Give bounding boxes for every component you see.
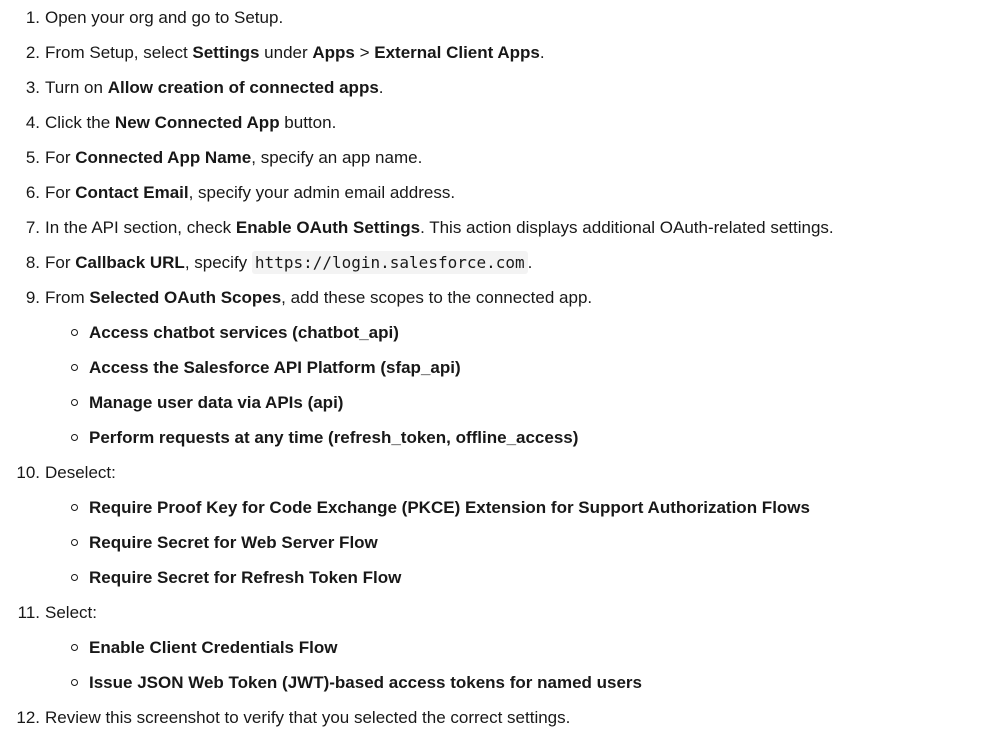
step-number: 10. <box>16 463 40 482</box>
step-item <box>0 105 990 140</box>
step-text-run: Select: <box>45 603 97 622</box>
step-text-run: Turn on <box>45 78 108 97</box>
step-text <box>45 251 532 274</box>
step-number: 3. <box>25 78 40 97</box>
circle-bullet-icon <box>71 364 78 371</box>
sub-item-text: Issue JSON Web Token (JWT)-based access tokens for named users <box>89 673 642 692</box>
circle-bullet-icon <box>71 539 78 546</box>
sub-list-item <box>0 630 990 665</box>
step-text <box>45 708 570 727</box>
step-item <box>0 175 990 210</box>
sub-list-item <box>0 525 990 560</box>
step-text <box>45 43 545 62</box>
step-item <box>0 245 990 280</box>
step-number: 1. <box>25 8 40 27</box>
step-number: 8. <box>25 253 40 272</box>
step-text-run: For <box>45 183 76 202</box>
step-text <box>45 463 116 482</box>
circle-bullet-icon <box>71 574 78 581</box>
sub-list-item <box>0 350 990 385</box>
step-text <box>45 183 455 202</box>
circle-bullet-icon <box>71 434 78 441</box>
step-text-run: For <box>45 253 76 272</box>
step-text-run: . <box>539 43 545 62</box>
sub-list <box>45 490 990 595</box>
step-text <box>45 218 834 237</box>
step-item <box>0 280 990 455</box>
sub-item-text: Enable Client Credentials Flow <box>89 638 338 657</box>
step-text-run: Click the <box>45 113 115 132</box>
step-text <box>45 113 336 132</box>
step-item <box>0 35 990 70</box>
step-text <box>45 603 97 622</box>
step-number: 12. <box>16 708 40 727</box>
step-text-run: Review this screenshot to verify that you selected the correct settings. <box>45 708 571 727</box>
step-text-run: From <box>45 288 90 307</box>
step-text <box>45 148 422 167</box>
emphasized-term: Connected App Name <box>75 148 252 167</box>
code-snippet: https://login.salesforce.com <box>252 251 528 274</box>
step-item <box>0 700 990 735</box>
sub-item-text: Access the Salesforce API Platform (sfap_api) <box>89 358 461 377</box>
step-text-run: In the API section, check <box>45 218 236 237</box>
sub-item-text: Require Proof Key for Code Exchange (PKCE) Extension for Support Authorization Flows <box>89 498 810 517</box>
sub-item-text: Manage user data via APIs (api) <box>89 393 344 412</box>
step-text-run: , add these scopes to the connected app. <box>281 288 593 307</box>
step-text <box>45 288 592 307</box>
step-text-run: . <box>527 253 533 272</box>
step-text-run: . This action displays additional OAuth-related settings. <box>420 218 834 237</box>
emphasized-term: Contact Email <box>75 183 189 202</box>
sub-list-item <box>0 560 990 595</box>
sub-list-item <box>0 385 990 420</box>
step-text-run: From Setup, select <box>45 43 193 62</box>
sub-list-item <box>0 420 990 455</box>
step-item <box>0 210 990 245</box>
circle-bullet-icon <box>71 329 78 336</box>
step-item <box>0 70 990 105</box>
circle-bullet-icon <box>71 679 78 686</box>
sub-list-item <box>0 665 990 700</box>
step-number: 2. <box>25 43 40 62</box>
step-text-run: button. <box>279 113 337 132</box>
step-text-run: For <box>45 148 76 167</box>
circle-bullet-icon <box>71 644 78 651</box>
sub-item-text: Require Secret for Web Server Flow <box>89 533 378 552</box>
emphasized-term: External Client Apps <box>374 43 540 62</box>
emphasized-term: Allow creation of connected apps <box>107 78 379 97</box>
step-text-run: Deselect: <box>45 463 116 482</box>
step-number: 6. <box>25 183 40 202</box>
emphasized-term: Apps <box>312 43 355 62</box>
sub-item-text: Perform requests at any time (refresh_token, offline_access) <box>89 428 579 447</box>
step-number: 5. <box>25 148 40 167</box>
emphasized-term: Settings <box>192 43 260 62</box>
step-item <box>0 140 990 175</box>
step-number: 7. <box>25 218 40 237</box>
step-item <box>0 595 990 700</box>
step-number: 9. <box>25 288 40 307</box>
sub-list <box>45 630 990 700</box>
step-text-run: , specify <box>184 253 252 272</box>
step-number: 4. <box>25 113 40 132</box>
step-text-run: , specify an app name. <box>251 148 423 167</box>
emphasized-term: Enable OAuth Settings <box>235 218 421 237</box>
circle-bullet-icon <box>71 399 78 406</box>
sub-item-text: Require Secret for Refresh Token Flow <box>89 568 402 587</box>
circle-bullet-icon <box>71 504 78 511</box>
step-text <box>45 78 384 97</box>
step-text-run: . <box>378 78 384 97</box>
step-text <box>45 8 283 27</box>
step-text-run: , specify your admin email address. <box>188 183 456 202</box>
emphasized-term: Callback URL <box>75 253 185 272</box>
step-text-run: under <box>259 43 313 62</box>
step-item <box>0 0 990 35</box>
sub-list <box>45 315 990 455</box>
emphasized-term: Selected OAuth Scopes <box>89 288 282 307</box>
sub-item-text: Access chatbot services (chatbot_api) <box>89 323 399 342</box>
emphasized-term: New Connected App <box>114 113 280 132</box>
step-text-run: Open your org and go to Setup. <box>45 8 284 27</box>
step-item <box>0 455 990 595</box>
step-text-run: > <box>354 43 375 62</box>
sub-list-item <box>0 315 990 350</box>
sub-list-item <box>0 490 990 525</box>
step-number: 11. <box>17 603 40 622</box>
